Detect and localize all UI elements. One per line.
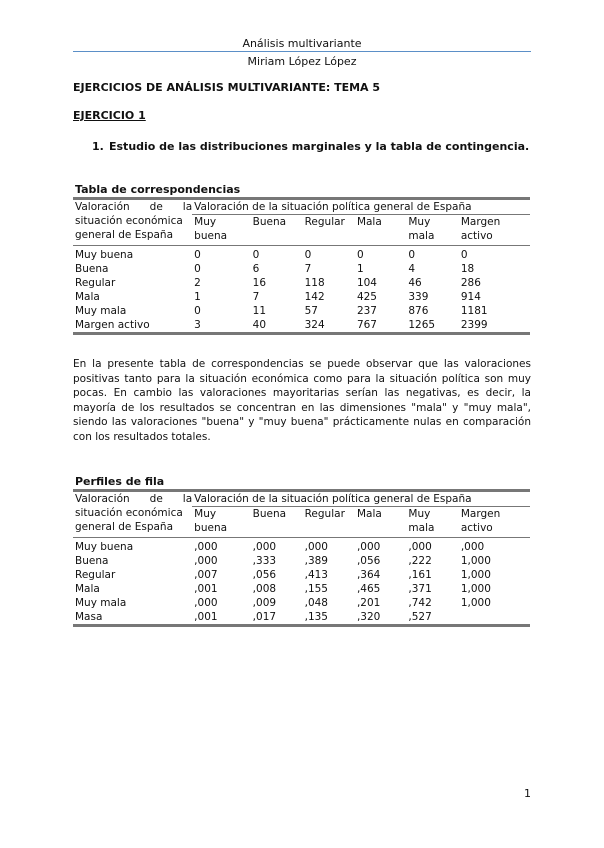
row-variable-label-line: situación económica [75, 507, 183, 519]
table-cell: ,201 [356, 597, 381, 609]
table-cell: 339 [408, 291, 429, 303]
table-cell: 57 [304, 305, 318, 317]
table-cell: 237 [356, 305, 377, 317]
table-cell: 0 [194, 305, 201, 317]
column-header [251, 507, 303, 538]
column-header-line: Buena [252, 216, 287, 228]
row-label: Buena [75, 263, 109, 275]
table-cell: 46 [408, 277, 422, 289]
table-cell: 16 [252, 277, 267, 289]
table-cell: ,056 [252, 569, 277, 581]
table-cell: ,161 [408, 569, 432, 581]
column-header [355, 215, 406, 246]
table-cell: ,364 [356, 569, 381, 581]
table-cell: ,333 [252, 555, 277, 567]
column-header-line: Margen [460, 216, 501, 228]
table-row [73, 568, 530, 582]
row-label: Muy buena [73, 538, 192, 555]
page-number: 1 [524, 787, 531, 800]
table-cell: 876 [408, 305, 429, 317]
row-profiles-table [73, 489, 530, 627]
table-cell: 11 [252, 305, 267, 317]
section-heading [92, 139, 531, 154]
row-label: Mala [75, 291, 100, 303]
table-cell: 767 [355, 318, 406, 334]
table-cell: ,048 [304, 597, 328, 609]
column-header-line: Mala [356, 216, 382, 228]
column-header [303, 215, 355, 246]
column-header-line [305, 521, 355, 535]
column-header-line [305, 229, 355, 243]
table-cell: 3 [192, 318, 250, 334]
analysis-paragraph: En la presente tabla de correspondencias se puede observar que las valoraciones positivas tanto para la situación económica como para la situación política son muy pocas. En cambio las valoraciones mayoritarias serían las negativas, es decir, la mayoría de los resultados se concentran en las dimensiones "mala" y "muy mala", siendo las valoraciones "buena" y "muy buena" prácticamente nulas en comparación con los resultados totales. [73, 358, 531, 443]
table-cell: ,155 [304, 583, 328, 595]
table-row [73, 304, 530, 318]
row-variable-label-line: general de España [75, 229, 174, 241]
table-cell: 18 [460, 263, 475, 275]
table-cell: 0 [192, 246, 250, 263]
header-title: Análisis multivariante [242, 37, 362, 50]
table-row [73, 582, 530, 596]
table-row [73, 246, 530, 263]
column-header-line: Margen [460, 508, 501, 520]
table-cell: 1265 [406, 318, 458, 334]
row-variable-label-line: general de España [75, 521, 174, 533]
table-row [73, 610, 530, 626]
table-row [73, 318, 530, 334]
column-header-line: Regular [304, 216, 345, 228]
row-label: Mala [75, 583, 100, 595]
column-header-line: Muy [194, 508, 217, 520]
table-cell: 1,000 [460, 597, 491, 609]
table-cell: ,056 [356, 555, 381, 567]
column-header-line [357, 521, 406, 535]
row-label: Regular [75, 569, 116, 581]
column-header [355, 507, 406, 538]
column-header-line: Muy [408, 216, 431, 228]
table-cell: ,742 [408, 597, 432, 609]
section-number: 1. [92, 140, 104, 153]
column-header-line: Regular [304, 508, 345, 520]
table-cell: 6 [252, 263, 260, 275]
column-header-line: mala [408, 522, 435, 534]
table-cell: ,465 [356, 583, 381, 595]
table-cell: 2 [194, 277, 201, 289]
column-header-line: Muy [194, 216, 217, 228]
table-row [73, 276, 530, 290]
column-header-line: Muy [408, 508, 431, 520]
table-cell: 425 [356, 291, 377, 303]
table-cell: 1,000 [460, 555, 491, 567]
row-label: Regular [75, 277, 116, 289]
table-cell: ,000 [406, 538, 458, 555]
table-cell: ,000 [459, 538, 530, 555]
column-header [406, 215, 458, 246]
column-header-line: activo [460, 522, 493, 534]
table-cell: 40 [251, 318, 303, 334]
row-variable-label-line: situación económica [75, 215, 183, 227]
table-cell: ,320 [355, 610, 406, 626]
table-row [73, 554, 530, 568]
table-cell: 142 [304, 291, 325, 303]
table-cell: 7 [252, 291, 260, 303]
table-cell: 104 [356, 277, 377, 289]
column-header-line [357, 229, 406, 243]
table-cell: ,135 [303, 610, 355, 626]
section-text: Estudio de las distribuciones marginales y la tabla de contingencia. [109, 140, 530, 153]
column-header-line: Buena [252, 508, 287, 520]
table-cell: ,009 [252, 597, 277, 609]
row-label: Masa [73, 610, 192, 626]
row-label: Muy mala [75, 305, 127, 317]
document-title: EJERCICIOS DE ANÁLISIS MULTIVARIANTE: TEMA 5 [73, 81, 381, 94]
column-variable-label: Valoración de la situación política general de España [192, 199, 530, 215]
row-variable-label [73, 491, 192, 538]
table-cell: ,008 [252, 583, 277, 595]
table-row [73, 262, 530, 276]
column-header-line: activo [460, 230, 493, 242]
column-header-line: Mala [356, 508, 382, 520]
table-cell: 0 [303, 246, 355, 263]
row-variable-label-line: Valoración de la [75, 201, 193, 213]
column-variable-label: Valoración de la situación política general de España [192, 491, 530, 507]
table-cell: 0 [406, 246, 458, 263]
column-header [192, 507, 251, 538]
table-cell: ,000 [194, 555, 218, 567]
column-header-line [253, 229, 303, 243]
row-label: Buena [75, 555, 109, 567]
row-variable-label [73, 199, 192, 246]
table-cell: ,413 [304, 569, 328, 581]
table-cell: 0 [194, 263, 201, 275]
table-cell: 4 [408, 263, 416, 275]
row-label: Margen activo [73, 318, 192, 334]
table-cell: 1 [356, 263, 364, 275]
table-cell: ,007 [194, 569, 218, 581]
table-cell: ,371 [408, 583, 432, 595]
column-header [192, 215, 250, 246]
table-cell: 7 [304, 263, 312, 275]
table-cell: ,000 [192, 538, 251, 555]
table-cell: ,527 [406, 610, 458, 626]
column-header-line: mala [408, 230, 435, 242]
column-header [406, 507, 458, 538]
table-cell: 0 [251, 246, 303, 263]
row-variable-label-line: Valoración de la [75, 493, 193, 505]
table-cell: 118 [304, 277, 325, 289]
table-cell: 2399 [459, 318, 530, 334]
table-cell: ,000 [194, 597, 218, 609]
table-cell: ,001 [194, 583, 218, 595]
table-row [73, 596, 530, 610]
table1-caption: Tabla de correspondencias [75, 183, 241, 196]
table-row [73, 290, 530, 304]
table-row [73, 538, 530, 555]
table-cell: 324 [303, 318, 355, 334]
header-divider [73, 51, 531, 52]
table-cell: ,000 [303, 538, 355, 555]
correspondence-table [73, 197, 530, 335]
table-cell: 1,000 [460, 583, 491, 595]
table-cell: 1 [194, 291, 201, 303]
table-cell: ,389 [304, 555, 328, 567]
column-header-line [253, 521, 303, 535]
table-cell: 0 [459, 246, 530, 263]
table-cell [459, 610, 530, 626]
column-header-line: buena [194, 230, 228, 242]
column-header-line: buena [194, 522, 228, 534]
exercise-title: EJERCICIO 1 [73, 109, 146, 122]
row-label: Muy buena [73, 246, 192, 263]
column-header [303, 507, 355, 538]
table2-caption: Perfiles de fila [75, 475, 165, 488]
table-cell: ,000 [251, 538, 303, 555]
column-header [459, 507, 530, 538]
row-label: Muy mala [75, 597, 127, 609]
table-cell: 914 [460, 291, 481, 303]
table-cell: 1,000 [460, 569, 491, 581]
table-cell: ,001 [192, 610, 251, 626]
table-cell: 286 [460, 277, 481, 289]
table-cell: ,222 [408, 555, 432, 567]
table-cell: ,000 [355, 538, 406, 555]
header-author: Miriam López López [247, 55, 357, 68]
column-header [251, 215, 303, 246]
table-cell: 1181 [460, 305, 488, 317]
column-header [459, 215, 530, 246]
table-cell: ,017 [251, 610, 303, 626]
table-cell: 0 [355, 246, 406, 263]
